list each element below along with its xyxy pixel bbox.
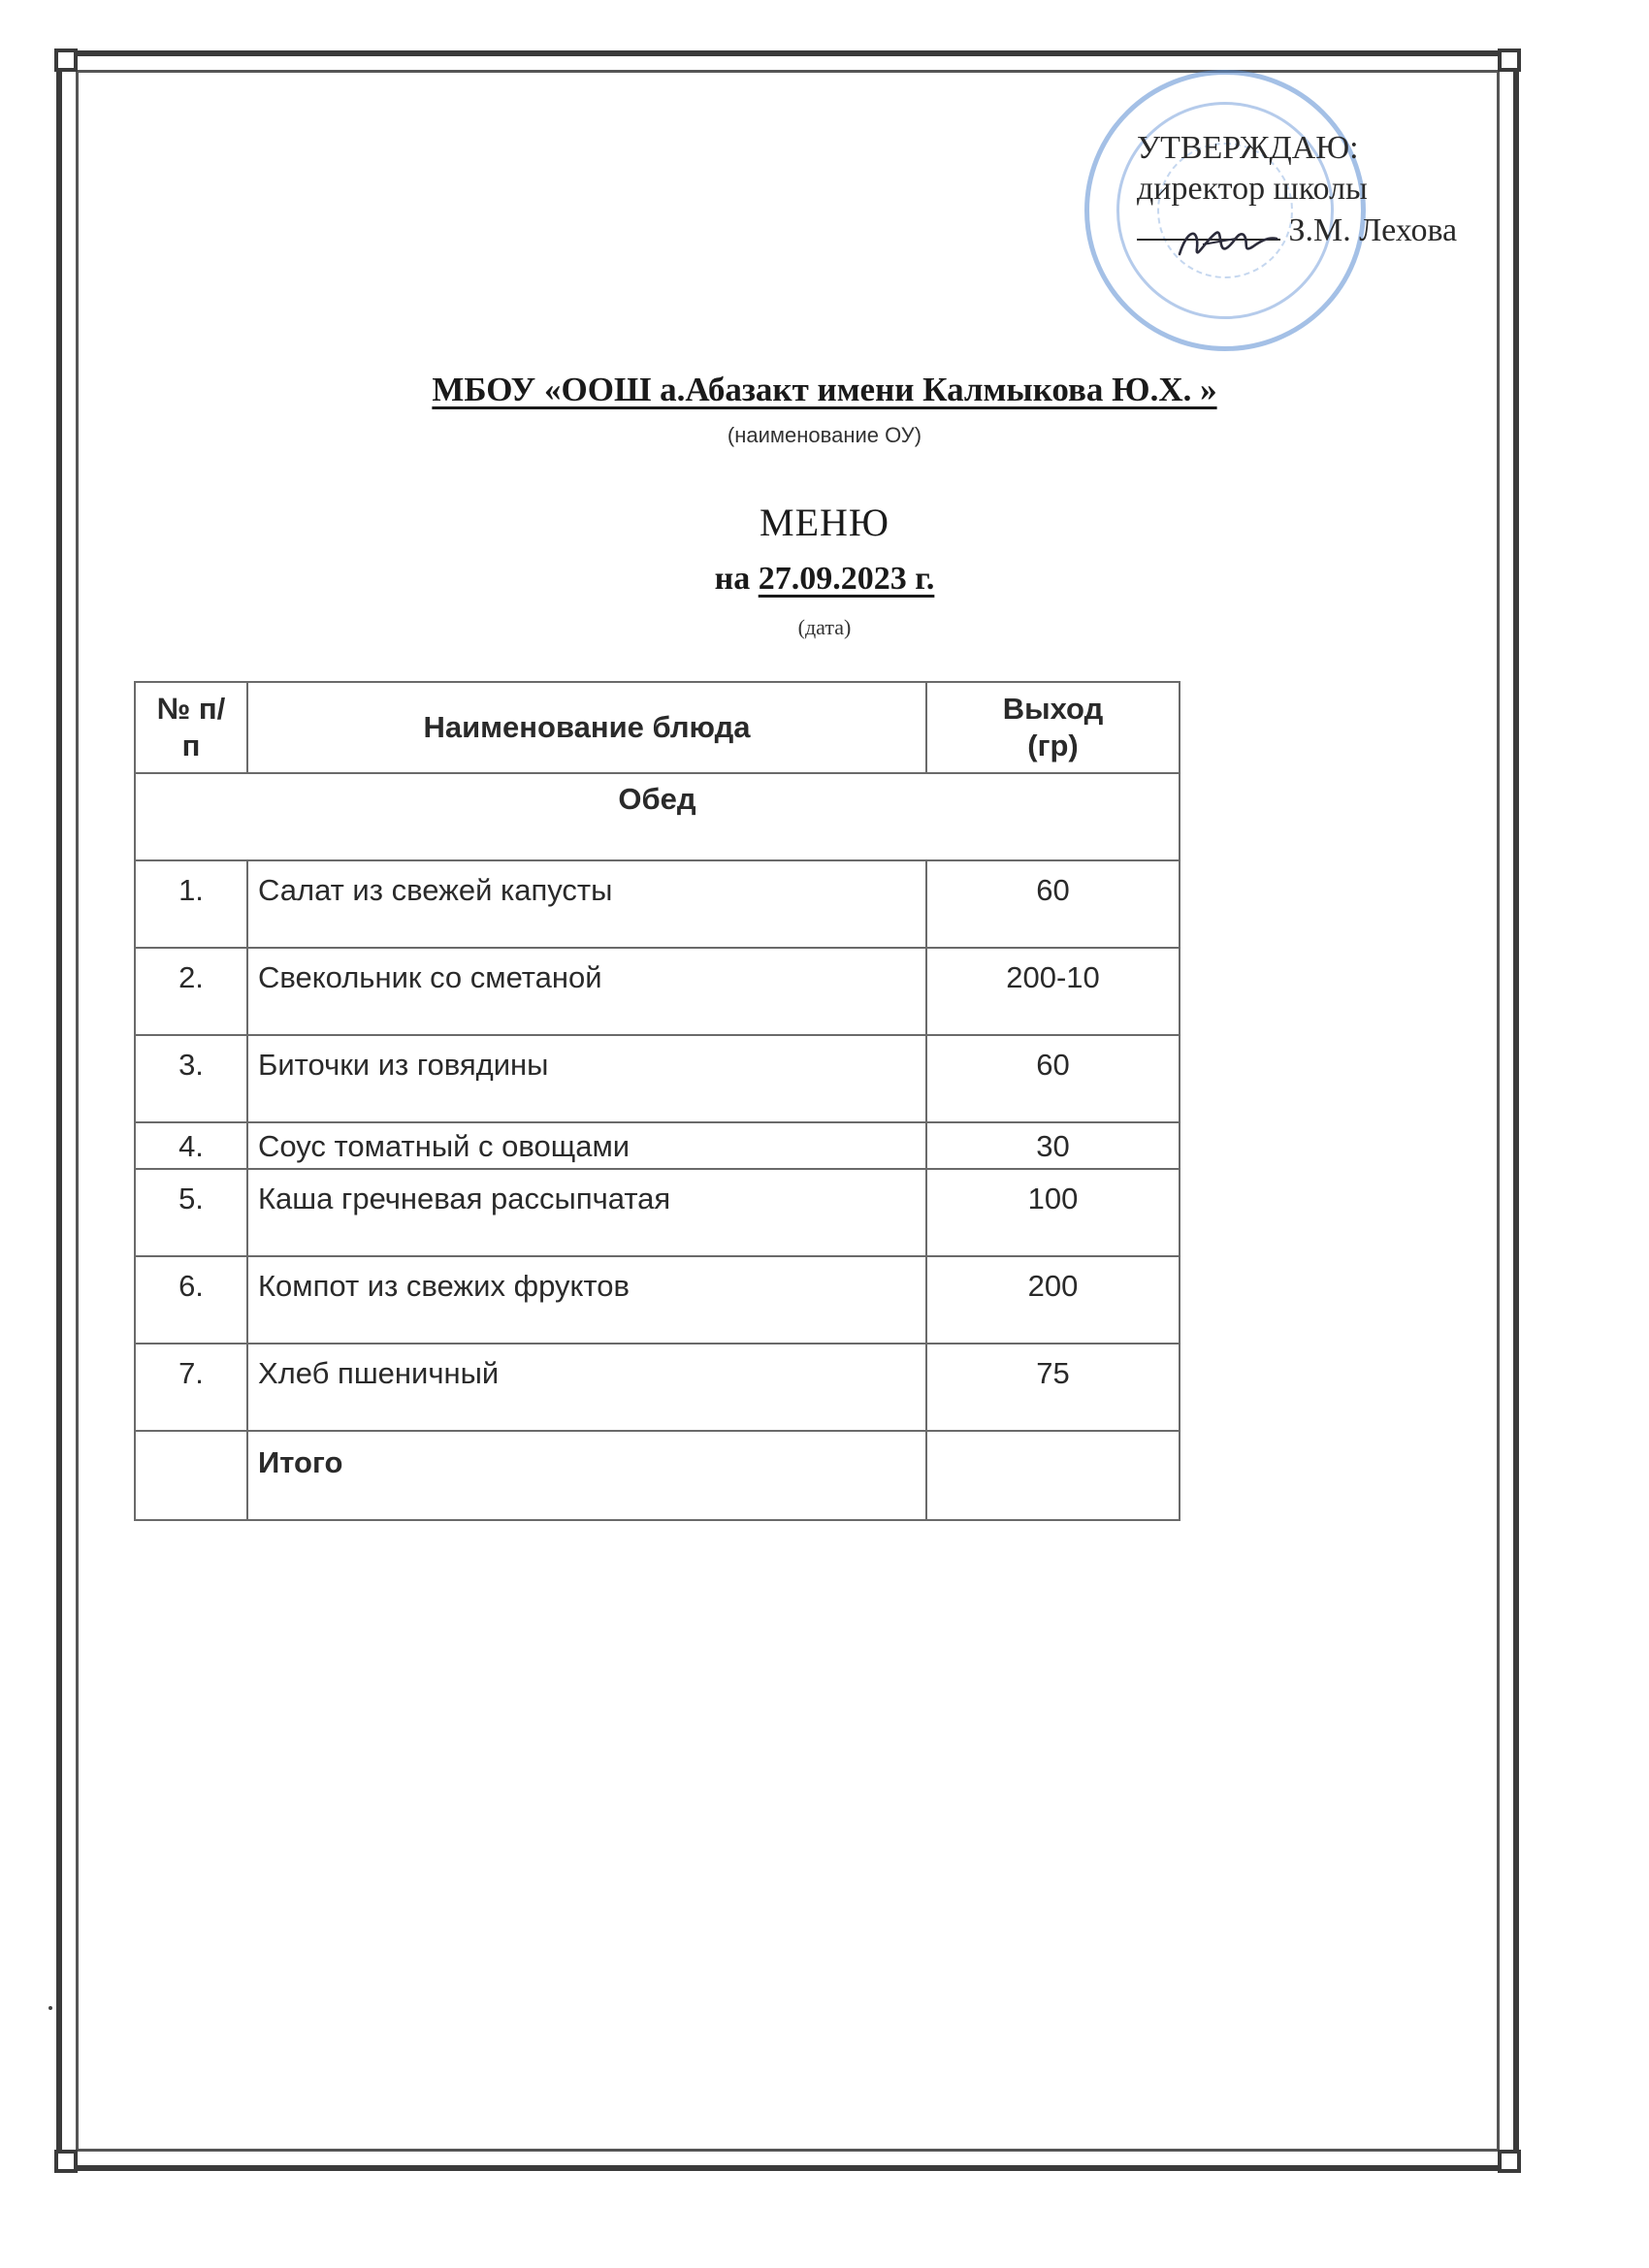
row-output: 200-10: [926, 948, 1180, 1035]
approver-name: З.М. Лехова: [1288, 212, 1458, 248]
header-name: Наименование блюда: [247, 682, 926, 773]
row-name: Каша гречневая рассыпчатая: [247, 1169, 926, 1256]
row-output: 30: [926, 1122, 1180, 1169]
border-corner-top-left: [54, 49, 78, 72]
table-row: [135, 1256, 1180, 1344]
organization-caption: (наименование ОУ): [727, 423, 922, 447]
row-name: Биточки из говядины: [247, 1035, 926, 1122]
row-num: 6.: [135, 1256, 247, 1344]
table-row: [135, 1122, 1180, 1169]
row-name: Компот из свежих фруктов: [247, 1256, 926, 1344]
table-row: [135, 1035, 1180, 1122]
total-value: [926, 1431, 1180, 1520]
date-caption: (дата): [797, 615, 852, 639]
header-num: № п/п: [135, 682, 247, 773]
border-corner-bottom-right: [1498, 2150, 1521, 2173]
organization-title: МБОУ «ООШ а.Абазакт имени Калмыкова Ю.Х. »: [432, 371, 1217, 408]
row-output: 60: [926, 1035, 1180, 1122]
section-label: Обед: [135, 773, 1180, 860]
table-row: [135, 860, 1180, 948]
row-num: 4.: [135, 1122, 247, 1169]
menu-title: МЕНЮ: [760, 501, 889, 544]
approval-position: директор школы: [1137, 171, 1368, 207]
menu-date-value: 27.09.2023 г.: [758, 561, 935, 597]
section-row: [135, 773, 1180, 860]
row-num: 3.: [135, 1035, 247, 1122]
row-num: 5.: [135, 1169, 247, 1256]
menu-table: [134, 681, 1180, 1521]
row-name: Соус томатный с овощами: [247, 1122, 926, 1169]
border-corner-bottom-left: [54, 2150, 78, 2173]
row-output: 60: [926, 860, 1180, 948]
row-num: 1.: [135, 860, 247, 948]
row-output: 100: [926, 1169, 1180, 1256]
approval-heading: УТВЕРЖДАЮ:: [1137, 130, 1359, 166]
table-row: [135, 1344, 1180, 1431]
row-num: 2.: [135, 948, 247, 1035]
row-num: 7.: [135, 1344, 247, 1431]
total-num: [135, 1431, 247, 1520]
header-output: Выход (гр): [926, 682, 1180, 773]
total-label: Итого: [247, 1431, 926, 1520]
row-output: 200: [926, 1256, 1180, 1344]
row-name: Салат из свежей капусты: [247, 860, 926, 948]
menu-date-prefix: на: [714, 561, 759, 597]
total-row: [135, 1431, 1180, 1520]
menu-date: [0, 561, 1649, 598]
table-row: [135, 948, 1180, 1035]
row-name: Хлеб пшеничный: [247, 1344, 926, 1431]
handwritten-signature: [1174, 219, 1280, 268]
scan-speck: [48, 2006, 52, 2010]
table-header-row: [135, 682, 1180, 773]
row-name: Свекольник со сметаной: [247, 948, 926, 1035]
border-corner-top-right: [1498, 49, 1521, 72]
row-output: 75: [926, 1344, 1180, 1431]
table-row: [135, 1169, 1180, 1256]
